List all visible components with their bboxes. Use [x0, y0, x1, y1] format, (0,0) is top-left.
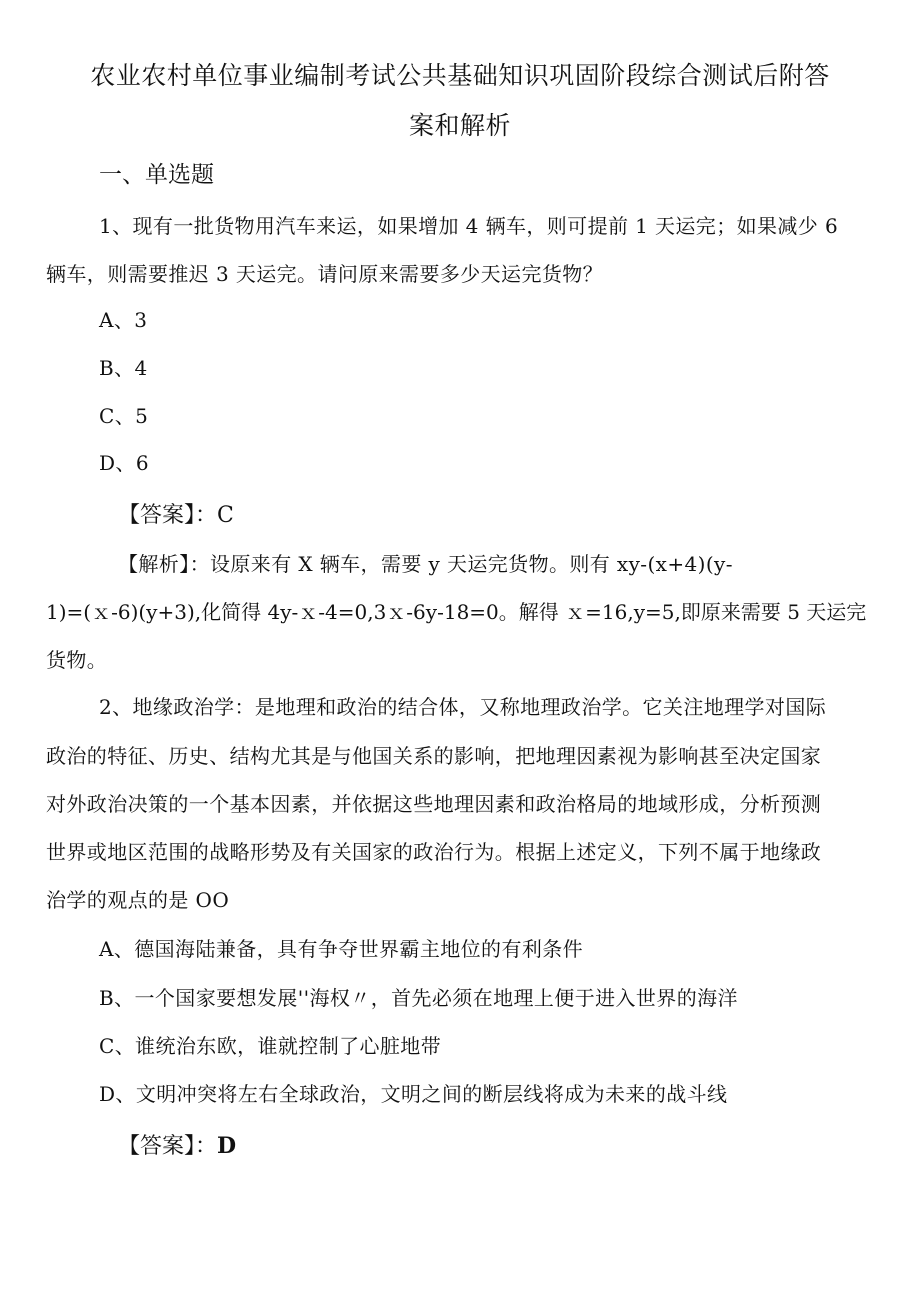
q2-option-d: D、文明冲突将左右全球政治，文明之间的断层线将成为未来的战斗线: [99, 1082, 728, 1106]
document-title-line2: 案和解析: [408, 111, 511, 140]
q2-option-b: B、一个国家要想发展''海权〃，首先必须在地理上便于进入世界的海洋: [99, 986, 738, 1010]
q1-answer-label: 【答案】：: [118, 503, 218, 528]
document-title-line1: 农业农村单位事业编制考试公共基础知识巩固阶段综合测试后附答: [90, 61, 830, 90]
q1-answer-value: C: [217, 503, 234, 528]
q2-answer-label: 【答案】：: [118, 1134, 218, 1159]
q1-option-c: C、5: [99, 404, 149, 428]
q1-option-d: D、6: [99, 451, 149, 475]
q1-stem-line2: 辆车，则需要推迟 3 天运完。请问原来需要多少天运完货物？: [46, 262, 604, 286]
q1-stem-line1: 1、现有一批货物用汽车来运，如果增加 4 辆车，则可提前 1 天运完；如果减少 6: [99, 214, 839, 238]
q2-answer-value: D: [217, 1133, 237, 1159]
q1-option-a: A、3: [99, 308, 148, 332]
q1-answer: [118, 498, 234, 529]
q2-stem-line4: 世界或地区范围的战略形势及有关国家的政治行为。根据上述定义，下列不属于地缘政: [46, 840, 822, 864]
q1-option-b: B、4: [99, 356, 148, 380]
q2-stem-line3: 对外政治决策的一个基本因素，并依据这些地理因素和政治格局的地域形成，分析预测: [46, 792, 822, 816]
q2-option-a: A、德国海陆兼备，具有争夺世界霸主地位的有利条件: [99, 937, 584, 961]
q1-analysis-line2: 1)=(ｘ-6)(y+3),化简得 4y-ｘ-4=0,3ｘ-6y-18=0。解得 ｘ=16,y=5,即原来需要 5 天运完: [46, 600, 867, 624]
q2-answer: [118, 1129, 236, 1160]
q2-stem-line2: 政治的特征、历史、结构尤其是与他国关系的影响，把地理因素视为影响甚至决定国家: [46, 744, 822, 768]
q1-analysis-line1: 【解析】：设原来有 X 辆车，需要 y 天运完货物。则有 xy-(x+4)(y-: [118, 552, 733, 576]
q2-stem-line5: 治学的观点的是 OO: [46, 888, 230, 912]
q2-option-c: C、谁统治东欧，谁就控制了心脏地带: [99, 1034, 442, 1058]
q2-stem-line1: 2、地缘政治学：是地理和政治的结合体，又称地理政治学。它关注地理学对国际: [99, 695, 827, 719]
section-heading: 一、单选题: [99, 162, 214, 188]
q1-analysis-line3: 货物。: [46, 648, 108, 672]
